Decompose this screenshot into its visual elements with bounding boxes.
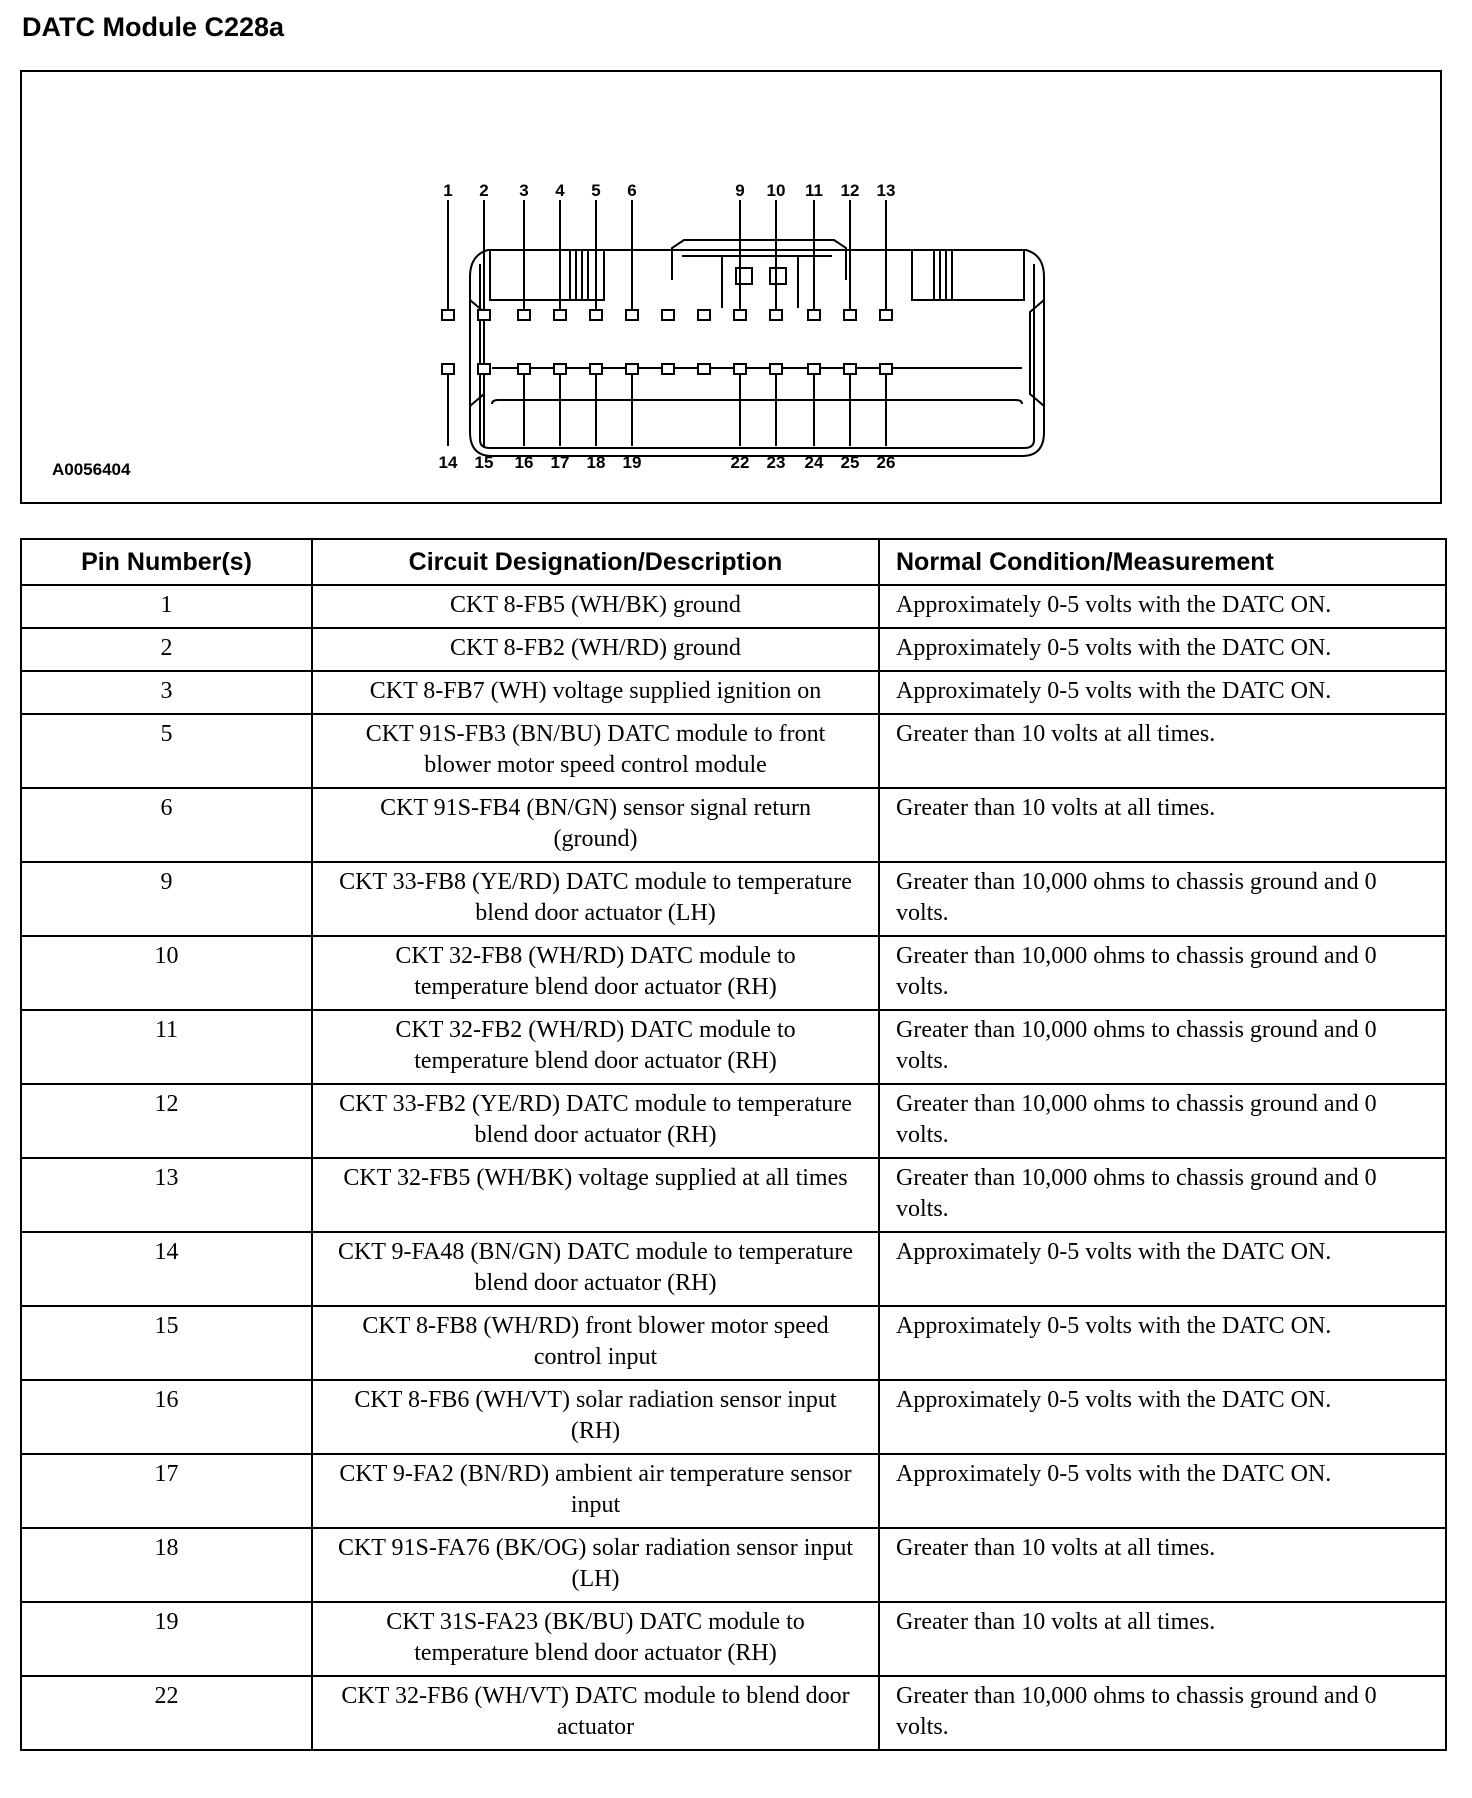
condition-cell: Approximately 0-5 volts with the DATC ON. [879,585,1446,628]
condition-cell: Greater than 10 volts at all times. [879,1602,1446,1676]
pin-label: 14 [438,453,458,472]
pin-cavity [770,364,782,374]
condition-cell: Approximately 0-5 volts with the DATC ON. [879,1306,1446,1380]
pin-cavity [734,364,746,374]
pin-cavity [662,310,674,320]
condition-cell: Greater than 10 volts at all times. [879,1528,1446,1602]
table-row [21,788,1446,862]
table-row [21,1084,1446,1158]
pin-cavity [808,364,820,374]
description-cell: CKT 8-FB8 (WH/RD) front blower motor speed control input [312,1306,879,1380]
table-row [21,862,1446,936]
pin-cavity [880,310,892,320]
condition-cell: Approximately 0-5 volts with the DATC ON. [879,628,1446,671]
description-cell: CKT 8-FB2 (WH/RD) ground [312,628,879,671]
pin-cavity [518,364,530,374]
table-row [21,1528,1446,1602]
description-cell: CKT 32-FB6 (WH/VT) DATC module to blend door actuator [312,1676,879,1750]
table-row [21,628,1446,671]
pin-label: 9 [735,181,745,200]
pin-cavity [662,364,674,374]
description-cell: CKT 33-FB8 (YE/RD) DATC module to temperature blend door actuator (LH) [312,862,879,936]
condition-cell: Greater than 10,000 ohms to chassis ground and 0 volts. [879,1010,1446,1084]
description-cell: CKT 32-FB2 (WH/RD) DATC module to temperature blend door actuator (RH) [312,1010,879,1084]
pin-cavity [734,310,746,320]
pin-number-cell: 13 [21,1158,312,1232]
pin-label: 6 [627,181,637,200]
pin-cavity [590,310,602,320]
condition-cell: Approximately 0-5 volts with the DATC ON. [879,1232,1446,1306]
table-row [21,1602,1446,1676]
table-row [21,1158,1446,1232]
pin-cavity [808,310,820,320]
pin-number-cell: 10 [21,936,312,1010]
pin-cavity [844,364,856,374]
table-row [21,1380,1446,1454]
table-row [21,936,1446,1010]
pin-cavity [554,310,566,320]
condition-cell: Greater than 10,000 ohms to chassis ground and 0 volts. [879,862,1446,936]
pin-label: 22 [730,453,750,472]
page-title: DATC Module C228a [22,12,285,42]
description-cell: CKT 9-FA48 (BN/GN) DATC module to temperature blend door actuator (RH) [312,1232,879,1306]
condition-cell: Approximately 0-5 volts with the DATC ON. [879,1454,1446,1528]
description-cell: CKT 91S-FB4 (BN/GN) sensor signal return (ground) [312,788,879,862]
pin-label: 16 [514,453,534,472]
pin-cavity [518,310,530,320]
condition-cell: Greater than 10,000 ohms to chassis ground and 0 volts. [879,1676,1446,1750]
pin-cavity [698,364,710,374]
pin-cavity [844,310,856,320]
description-cell: CKT 33-FB2 (YE/RD) DATC module to temperature blend door actuator (RH) [312,1084,879,1158]
pin-label: 17 [550,453,570,472]
pin-label: 3 [519,181,529,200]
table-header-row [21,539,1446,585]
header-pin: Pin Number(s) [21,539,312,585]
pin-number-cell: 18 [21,1528,312,1602]
condition-cell: Greater than 10 volts at all times. [879,788,1446,862]
table-row [21,1676,1446,1750]
pin-cavity [590,364,602,374]
pin-number-cell: 2 [21,628,312,671]
pin-cavity [554,364,566,374]
pin-number-cell: 1 [21,585,312,628]
condition-cell: Approximately 0-5 volts with the DATC ON. [879,671,1446,714]
pin-number-cell: 22 [21,1676,312,1750]
description-cell: CKT 32-FB8 (WH/RD) DATC module to temperature blend door actuator (RH) [312,936,879,1010]
condition-cell: Greater than 10,000 ohms to chassis ground and 0 volts. [879,936,1446,1010]
pin-cavity [698,310,710,320]
table-row [21,1232,1446,1306]
pin-cavity [442,364,454,374]
connector-drawing [22,72,1440,502]
pin-number-cell: 16 [21,1380,312,1454]
pin-cavity [626,310,638,320]
pin-label: 4 [555,181,565,200]
pin-table [20,538,1447,1751]
pin-number-cell: 6 [21,788,312,862]
header-description: Circuit Designation/Description [312,539,879,585]
description-cell: CKT 8-FB5 (WH/BK) ground [312,585,879,628]
condition-cell: Greater than 10 volts at all times. [879,714,1446,788]
pin-label: 19 [622,453,642,472]
pin-label: 25 [840,453,860,472]
pin-cavity [880,364,892,374]
pin-number-cell: 9 [21,862,312,936]
header-condition: Normal Condition/Measurement [879,539,1446,585]
pin-label: 11 [805,181,823,200]
pin-label: 18 [586,453,606,472]
pin-number-cell: 15 [21,1306,312,1380]
pin-label: 24 [804,453,824,472]
pin-cavity [626,364,638,374]
description-cell: CKT 9-FA2 (BN/RD) ambient air temperature sensor input [312,1454,879,1528]
pin-label: 13 [876,181,896,200]
pin-cavity [770,310,782,320]
description-cell: CKT 31S-FA23 (BK/BU) DATC module to temperature blend door actuator (RH) [312,1602,879,1676]
pin-number-cell: 5 [21,714,312,788]
condition-cell: Approximately 0-5 volts with the DATC ON. [879,1380,1446,1454]
pin-cavity [442,310,454,320]
description-cell: CKT 8-FB7 (WH) voltage supplied ignition on [312,671,879,714]
connector-diagram [20,70,1442,504]
pin-label: 2 [479,181,489,200]
table-row [21,1306,1446,1380]
pin-number-cell: 3 [21,671,312,714]
condition-cell: Greater than 10,000 ohms to chassis ground and 0 volts. [879,1084,1446,1158]
condition-cell: Greater than 10,000 ohms to chassis ground and 0 volts. [879,1158,1446,1232]
description-cell: CKT 91S-FA76 (BK/OG) solar radiation sensor input (LH) [312,1528,879,1602]
table-row [21,1454,1446,1528]
connector-outline [470,250,1044,456]
pin-number-cell: 19 [21,1602,312,1676]
pin-cavity [478,364,490,374]
pin-number-cell: 17 [21,1454,312,1528]
table-row [21,671,1446,714]
table-row [21,714,1446,788]
description-cell: CKT 8-FB6 (WH/VT) solar radiation sensor input (RH) [312,1380,879,1454]
pin-label: 23 [766,453,786,472]
figure-id: A0056404 [52,460,131,479]
pin-cavity [478,310,490,320]
description-cell: CKT 32-FB5 (WH/BK) voltage supplied at all times [312,1158,879,1232]
pin-label: 12 [840,181,860,200]
table-row [21,585,1446,628]
pin-label: 10 [766,181,786,200]
pin-label: 26 [876,453,896,472]
pin-label: 5 [591,181,601,200]
pin-label: 15 [474,453,494,472]
table-row [21,1010,1446,1084]
pin-number-cell: 11 [21,1010,312,1084]
description-cell: CKT 91S-FB3 (BN/BU) DATC module to front blower motor speed control module [312,714,879,788]
pin-number-cell: 12 [21,1084,312,1158]
pin-label: 1 [443,181,453,200]
pin-number-cell: 14 [21,1232,312,1306]
